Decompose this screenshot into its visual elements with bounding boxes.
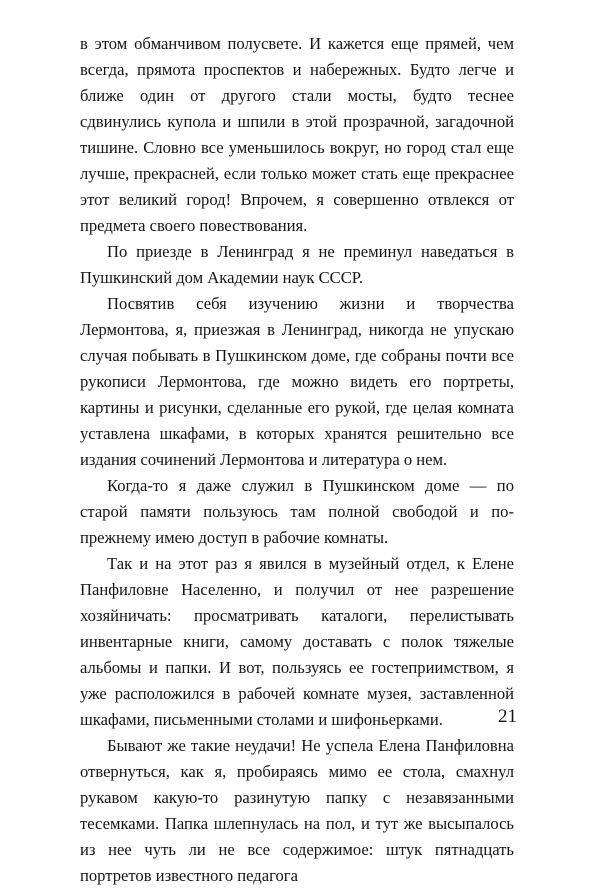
paragraph: Посвятив себя изучению жизни и творчества Лермонтова, я, приезжая в Ленинград, никогда не упускаю случая побывать в Пушкинском доме, где собраны почти все рукописи Лермонтова, где можно видеть его портреты, картины и рисунки, сделанные его рукой, где целая комната уставлена шкафами, в которых хранятся решительно все издания сочинений Лермонтова и литература о нем.	[80, 294, 514, 469]
paragraph: Бывают же такие неудачи! Не успела Елена Панфиловна отвернуться, как я, пробираясь мимо ее стола, смахнул рукавом какую-то разинутую папку с незавязанными тесемками. Папка шлепнулась на пол, и тут же высыпалось из нее чуть ли не все содержимое: штук пятнадцать портретов известного педагога	[80, 736, 514, 885]
paragraph-continuation: в этом обманчивом полусвете. И кажется еще прямей, чем всегда, прямота проспектов и набережных. Будто легче и ближе один от другого стали мосты, будто теснее сдвинулись купола и шпили в этой прозрачной, загадочной тишине. Словно все уменьшилось вокруг, но город стал еще лучше, прекрасней, если только может стать еще прекраснее этот великий город! Впрочем, я совершенно отвлекся от предмета своего повествования.	[80, 34, 514, 235]
paragraph: Так и на этот раз я явился в музейный отдел, к Елене Панфиловне Населенно, и получил от нее разрешение хозяйничать: просматривать каталоги, перелистывать инвентарные книги, самому доставать с полок тяжелые альбомы и папки. И вот, пользуясь ее гостеприимством, я уже расположился в рабочей комнате музея, заставленной шкафами, письменными столами и шифоньерками.	[80, 554, 514, 729]
page-number: 21	[498, 706, 517, 727]
paragraph: По приезде в Ленинград я не преминул наведаться в Пушкинский дом Академии наук СССР.	[80, 242, 514, 287]
paragraph: Когда-то я даже служил в Пушкинском доме — по старой памяти пользуюсь там полной свободой и по-прежнему имею доступ в рабочие комнаты.	[80, 476, 514, 547]
page-body-text	[80, 31, 514, 889]
